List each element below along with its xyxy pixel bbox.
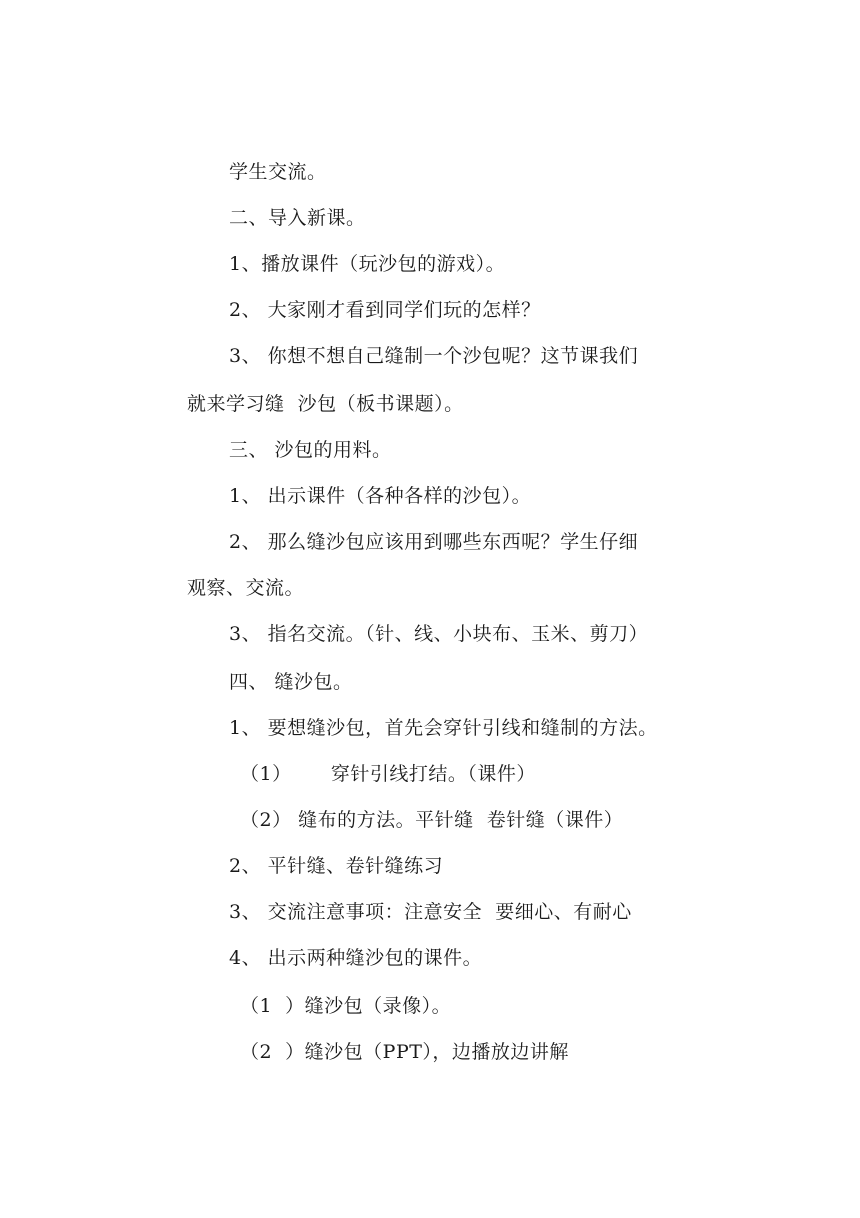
text-line: 3、 指名交流。（针、线、小块布、玉米、剪刀） (229, 623, 649, 645)
text-line: 4、 出示两种缝沙包的课件。 (229, 947, 483, 969)
text-line: 就来学习缝 沙包（板书课题）。 (187, 393, 464, 415)
text-line: （2 ）缝沙包（PPT），边播放边讲解 (240, 1041, 569, 1063)
text-line: 1、 要想缝沙包，首先会穿针引线和缝制的方法。 (229, 717, 658, 739)
section-heading: 三、 沙包的用料。 (229, 439, 392, 461)
text-line: 1、播放课件（玩沙包的游戏）。 (229, 253, 506, 275)
text-line: （2） 缝布的方法。平针缝 卷针缝（课件） (240, 809, 624, 831)
text-line: 观察、交流。 (187, 577, 305, 599)
text-line: 1、 出示课件（各种各样的沙包）。 (229, 485, 532, 507)
text-line: 3、 你想不想自己缝制一个沙包呢？这节课我们 (229, 345, 639, 367)
text-line: 2、 那么缝沙包应该用到哪些东西呢？学生仔细 (229, 531, 639, 553)
text-line: 2、 平针缝、卷针缝练习 (229, 855, 444, 877)
text-line: （1 ）缝沙包（录像）。 (240, 995, 452, 1017)
text-line: 学生交流。 (229, 161, 327, 183)
text-line: 2、 大家刚才看到同学们玩的怎样？ (229, 299, 541, 321)
text-line: 3、 交流注意事项：注意安全 要细心、有耐心 (229, 901, 632, 923)
text-line: （1） 穿针引线打结。（课件） (240, 763, 536, 785)
section-heading: 四、 缝沙包。 (229, 671, 353, 693)
section-heading: 二、导入新课。 (229, 207, 366, 229)
